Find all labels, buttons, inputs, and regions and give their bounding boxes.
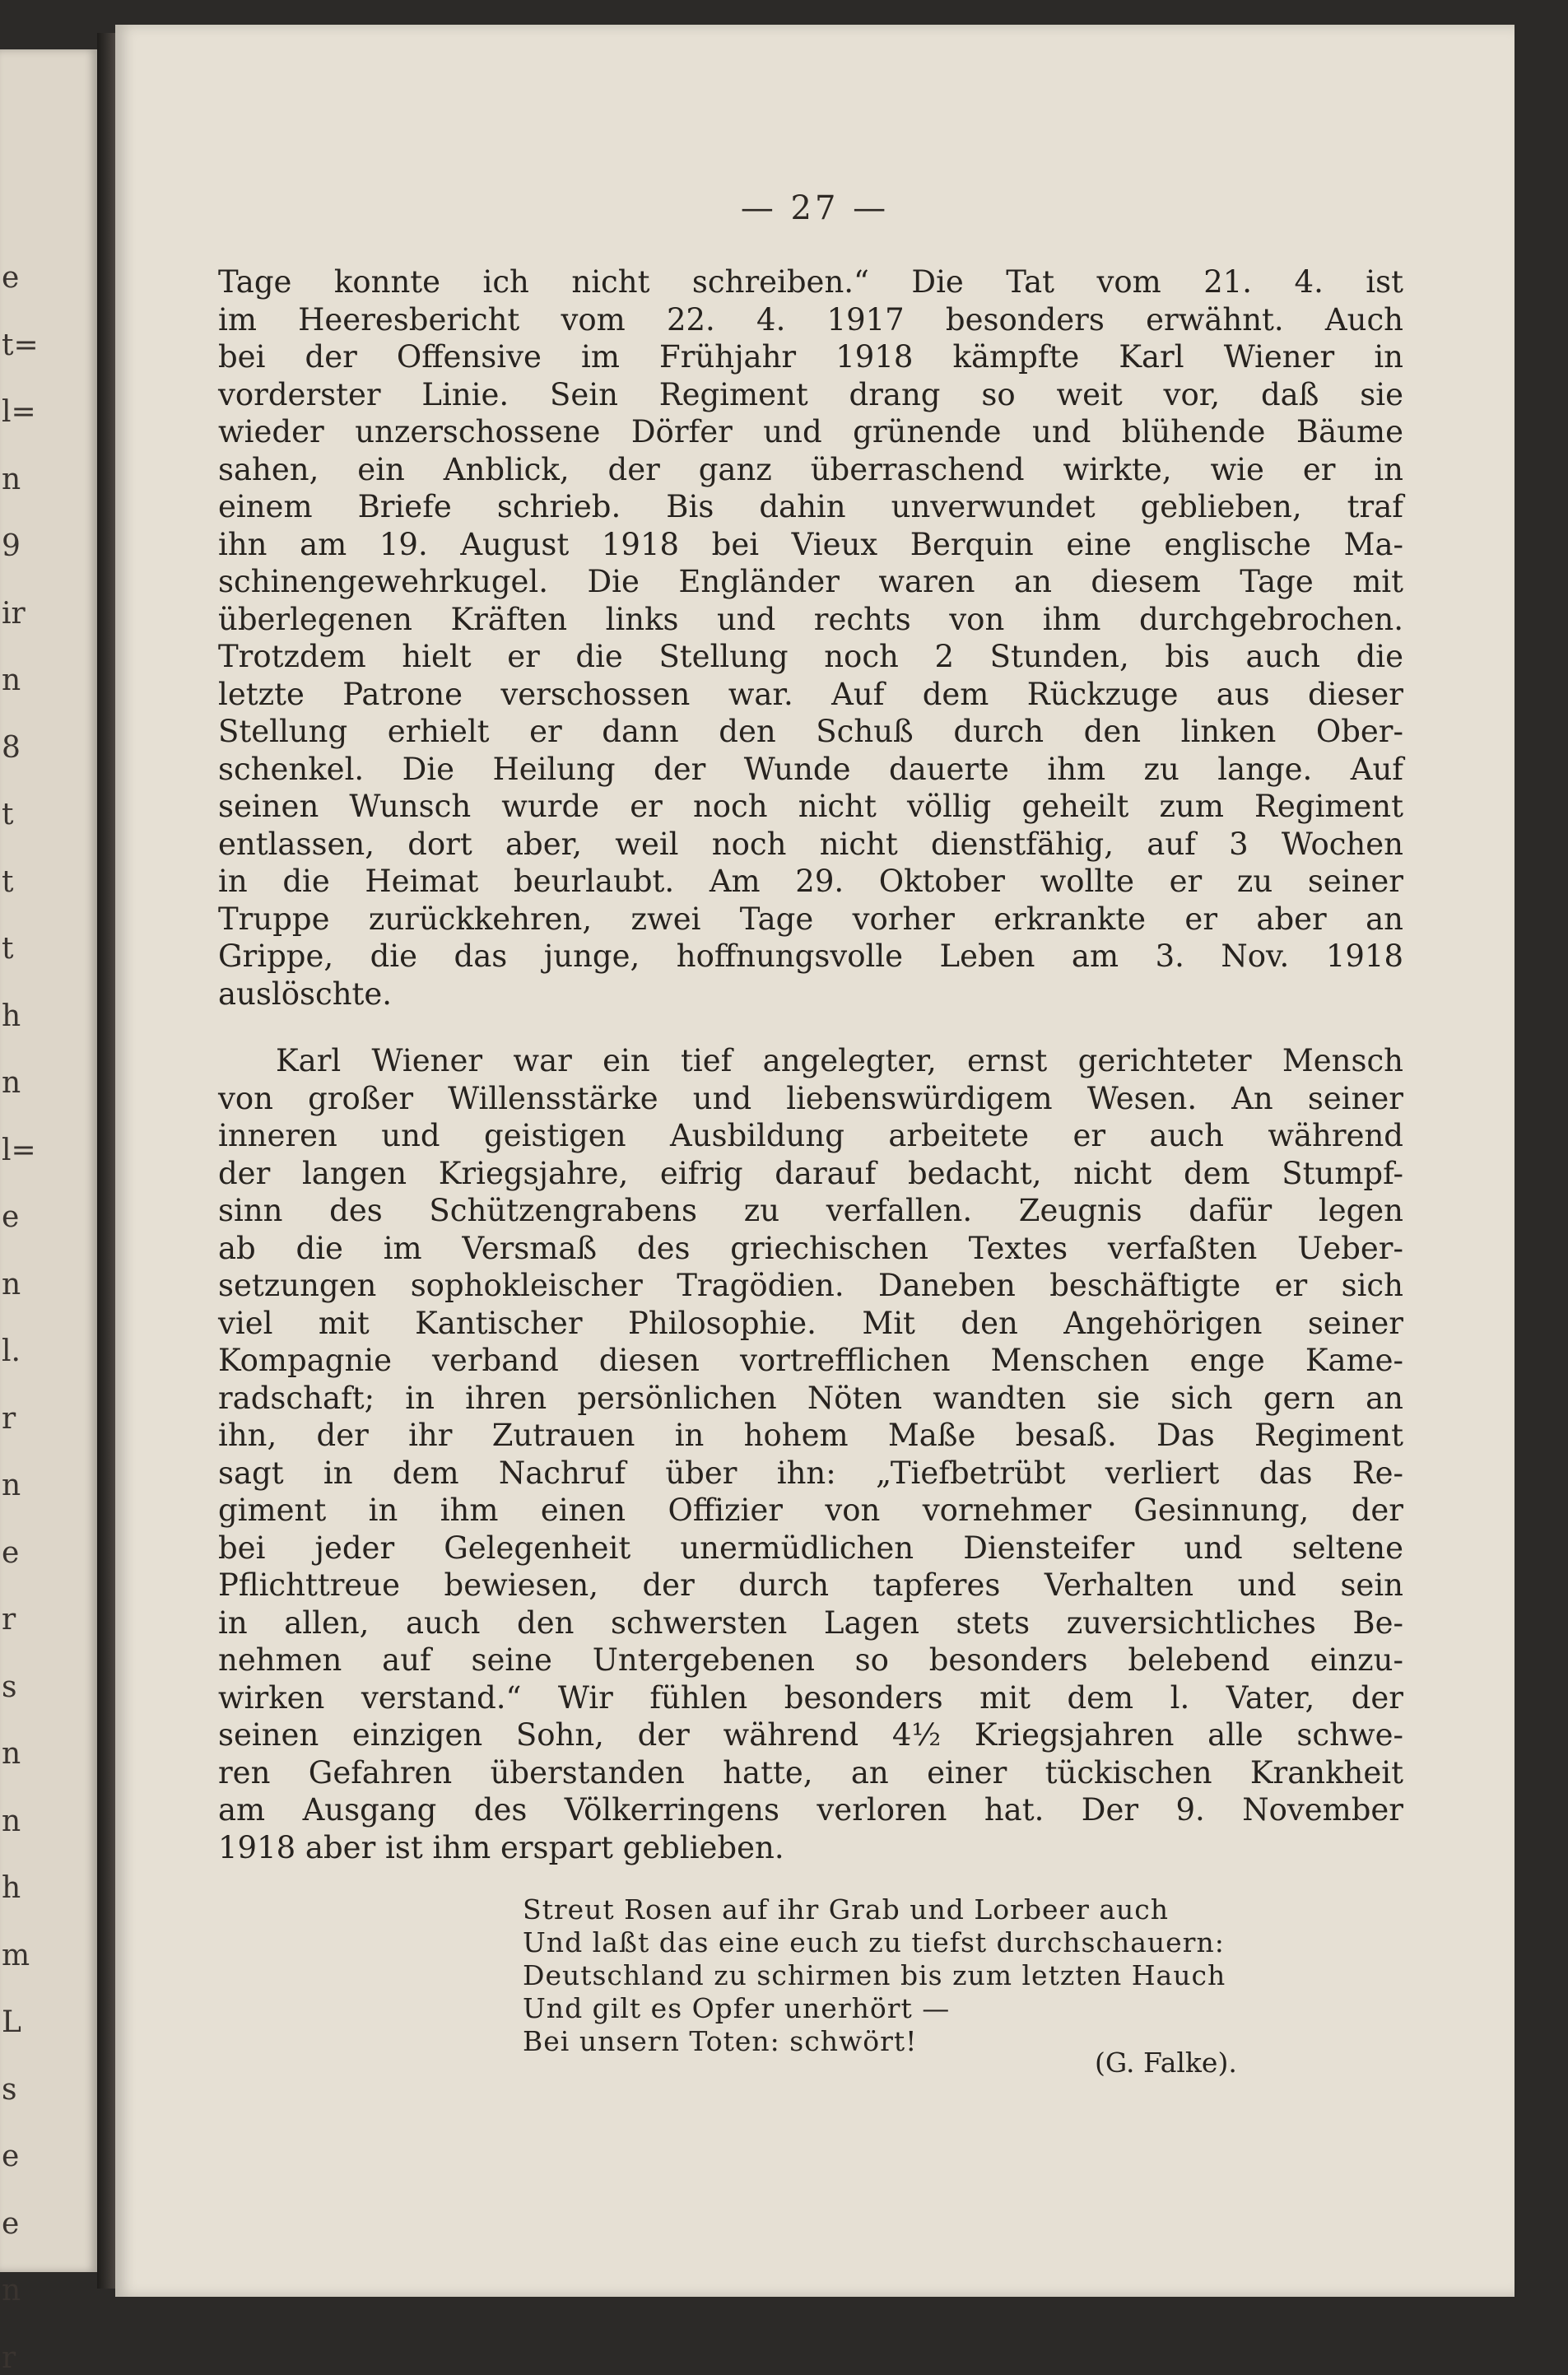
- poem: [523, 1893, 1428, 2058]
- text-line: inneren und geistigen Ausbildung arbeitete er auch während: [218, 1118, 1403, 1153]
- facing-page-fragment: n: [2, 462, 21, 496]
- paragraph-gap: [218, 1013, 1403, 1042]
- facing-page-edge: [0, 49, 97, 2375]
- facing-page-fragment: s: [2, 2072, 17, 2107]
- text-line: Grippe, die das junge, hoffnungsvolle Leben am 3. Nov. 1918: [218, 938, 1403, 974]
- text-line: in allen, auch den schwersten Lagen stets zuversichtliches Be-: [218, 1604, 1403, 1641]
- body-text: [218, 263, 1403, 1866]
- facing-page-fragment: e: [2, 1535, 20, 1570]
- text-line: radschaft; in ihren persönlichen Nöten wandten sie sich gern an: [218, 1380, 1403, 1416]
- facing-page-fragment: t: [2, 864, 14, 899]
- text-line: schenkel. Die Heilung der Wunde dauerte ihm zu lange. Auf: [218, 751, 1403, 787]
- text-line: setzungen sophokleischer Tragödien. Daneben beschäftigte er sich: [218, 1268, 1403, 1303]
- text-line: am Ausgang des Völkerringens verloren hat. Der 9. November: [218, 1792, 1403, 1828]
- text-line: seinen Wunsch wurde er noch nicht völlig geheilt zum Regiment: [218, 789, 1403, 824]
- poem-line: Deutschland zu schirmen bis zum letzten Hauch: [523, 1959, 1226, 1991]
- text-line: entlassen, dort aber, weil noch nicht dienstfähig, auf 3 Wochen: [218, 826, 1403, 862]
- facing-page-fragment: L: [2, 2005, 21, 2039]
- text-line: im Heeresbericht vom 22. 4. 1917 besonders erwähnt. Auch: [218, 301, 1403, 338]
- facing-page-fragment: s: [2, 1669, 17, 1704]
- paragraph-1: [218, 263, 1403, 1013]
- poem-line: Und laßt das eine euch zu tiefst durchschauern:: [523, 1926, 1225, 1958]
- text-line: Karl Wiener war ein tief angelegter, ernst gerichteter Mensch: [276, 1043, 1403, 1078]
- poem-line: Bei unsern Toten: schwört!: [523, 2025, 918, 2057]
- text-line: letzte Patrone verschossen war. Auf dem Rückzuge aus dieser: [218, 676, 1403, 712]
- text-line: in die Heimat beurlaubt. Am 29. Oktober wollte er zu seiner: [218, 864, 1403, 899]
- facing-page-fragment: e: [2, 1200, 20, 1234]
- text-line: Stellung erhielt er dann den Schuß durch den linken Ober-: [218, 714, 1403, 749]
- text-line: der langen Kriegsjahre, eifrig darauf bedacht, nicht dem Stumpf-: [218, 1155, 1403, 1191]
- text-line: wirken verstand.“ Wir fühlen besonders mit dem l. Vater, der: [218, 1679, 1403, 1716]
- facing-page-fragment: t=: [2, 328, 39, 362]
- text-line: Trotzdem hielt er die Stellung noch 2 Stunden, bis auch die: [218, 639, 1403, 674]
- text-line: einem Briefe schrieb. Bis dahin unverwundet geblieben, traf: [218, 489, 1403, 524]
- facing-page-fragment: n: [2, 2274, 21, 2307]
- facing-page-fragment: t: [2, 932, 14, 966]
- text-line: wieder unzerschossene Dörfer und grünende und blühende Bäume: [218, 414, 1403, 449]
- facing-page-fragment: t: [2, 798, 14, 831]
- facing-page-fragment: r: [2, 1401, 16, 1436]
- text-line: ihn, der ihr Zutrauen in hohem Maße besaß. Das Regiment: [218, 1418, 1403, 1453]
- facing-page-fragment: 8: [2, 730, 21, 765]
- text-line: viel mit Kantischer Philosophie. Mit den Angehörigen seiner: [218, 1305, 1403, 1341]
- text-line: Truppe zurückkehren, zwei Tage vorher erkrankte er aber an: [218, 901, 1403, 937]
- poem-line: Streut Rosen auf ihr Grab und Lorbeer auch: [523, 1893, 1170, 1926]
- text-line: nehmen auf seine Untergebenen so besonders belebend einzu-: [218, 1642, 1403, 1678]
- facing-page-fragment: e: [2, 261, 20, 295]
- facing-page-fragment: n: [2, 1737, 21, 1771]
- facing-page-fragment: l=: [2, 1133, 36, 1167]
- text-line: sagt in dem Nachruf über ihn: „Tiefbetrübt verliert das Re-: [218, 1455, 1403, 1491]
- poem-attribution: (G. Falke).: [1095, 2047, 1237, 2079]
- facing-page-fragment: n: [2, 1804, 21, 1838]
- text-line: schinengewehrkugel. Die Engländer waren an diesem Tage mit: [218, 564, 1403, 599]
- paragraph-2: [218, 1042, 1403, 1866]
- text-line: ren Gefahren überstanden hatte, an einer tückischen Krankheit: [218, 1754, 1403, 1791]
- facing-page-fragment: h: [2, 1871, 21, 1905]
- facing-page-fragment: e: [2, 2140, 20, 2173]
- text-line: sinn des Schützengrabens zu verfallen. Zeugnis dafür legen: [218, 1193, 1403, 1228]
- text-line: Tage konnte ich nicht schreiben.“ Die Tat vom 21. 4. ist: [218, 264, 1403, 300]
- book-gutter: [97, 33, 115, 2289]
- text-line: Pflichttreue bewiesen, der durch tapferes Verhalten und sein: [218, 1567, 1403, 1603]
- facing-page-fragment: ir: [2, 596, 26, 631]
- book-page: [115, 25, 1514, 2297]
- text-line: 1918 aber ist ihm erspart geblieben.: [218, 1829, 784, 1865]
- text-line: bei jeder Gelegenheit unermüdlichen Diensteifer und seltene: [218, 1530, 1403, 1566]
- facing-page-fragment: r: [2, 1603, 16, 1637]
- text-line: seinen einzigen Sohn, der während 4½ Kriegsjahren alle schwe-: [218, 1717, 1403, 1753]
- text-line: auslöschte.: [218, 976, 393, 1012]
- facing-page-fragment: l=: [2, 395, 36, 429]
- text-line: von großer Willensstärke und liebenswürdigem Wesen. An seiner: [218, 1080, 1403, 1116]
- text-line: ab die im Versmaß des griechischen Textes verfaßten Ueber-: [218, 1230, 1403, 1266]
- facing-page-fragment: n: [2, 664, 21, 697]
- facing-page-fragment: e: [2, 2206, 20, 2241]
- facing-page-fragment: r: [2, 2340, 16, 2375]
- text-line: überlegenen Kräften links und rechts von ihm durchgebrochen.: [218, 601, 1403, 637]
- text-line: vorderster Linie. Sein Regiment drang so weit vor, daß sie: [218, 376, 1403, 412]
- page-number: — 27 —: [740, 189, 890, 227]
- facing-page-fragment: 9: [2, 529, 21, 563]
- facing-page-fragment: n: [2, 1267, 21, 1302]
- text-line: giment in ihm einen Offizier von vornehmer Gesinnung, der: [218, 1493, 1403, 1528]
- text-line: ihn am 19. August 1918 bei Vieux Berquin eine englische Ma-: [218, 526, 1403, 562]
- facing-page-fragment: h: [2, 999, 21, 1033]
- text-line: Kompagnie verband diesen vortrefflichen Menschen enge Kame-: [218, 1343, 1403, 1378]
- facing-page-fragment: l.: [2, 1334, 21, 1368]
- facing-page-fragment: n: [2, 1469, 21, 1502]
- text-line: sahen, ein Anblick, der ganz überraschend wirkte, wie er in: [218, 451, 1403, 487]
- facing-page-fragment: m: [2, 1938, 30, 1972]
- text-line: bei der Offensive im Frühjahr 1918 kämpfte Karl Wiener in: [218, 339, 1403, 375]
- poem-line: Und gilt es Opfer unerhört —: [523, 1992, 951, 2024]
- facing-page-fragment: n: [2, 1066, 21, 1100]
